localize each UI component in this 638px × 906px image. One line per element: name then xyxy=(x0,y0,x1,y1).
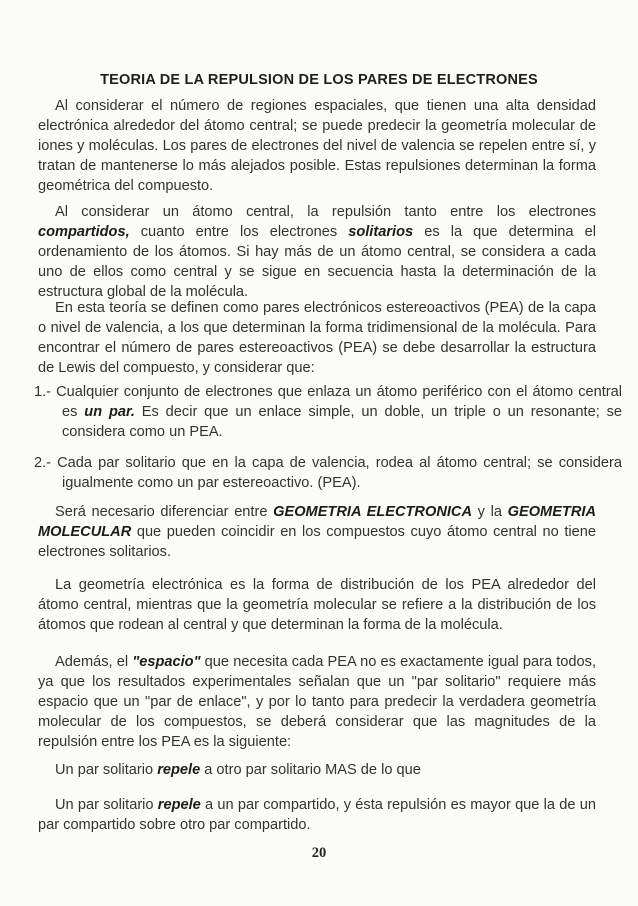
p2-text-c: cuanto entre los electrones xyxy=(129,224,349,240)
list-item-1-number: 1.- xyxy=(34,384,52,400)
term-geometria-electronica: GEOMETRIA ELECTRONICA xyxy=(273,504,472,520)
paragraph-pea-definition: En esta teoría se definen como pares electrónicos estereoactivos (PEA) de la capa o nivel de valencia, a los que determinan la forma tridimensional de la molécula. Para encontrar el número de pares estereoactivos (PEA) se debe desarrollar la estructura de Lewis del compuesto, y considerar que: xyxy=(38,300,596,376)
item1-text-a: Cualquier conjunto de electrones que enlaza un átomo periférico con el átomo central es xyxy=(56,384,622,420)
paragraph-geometry-types xyxy=(38,502,596,562)
list-item-2-number: 2.- xyxy=(34,455,52,471)
p6-text-c: que necesita cada PEA no es exactamente igual para todos, ya que los resultados experimentales señalan que un "par solitario" requiere más espacio que un "par de enlace", y por lo tanto para predecir la verdadera geometría molecular de los compuestos, se deberá considerar que las magnitudes de la repulsión entre los PEA es la siguiente: xyxy=(38,654,597,750)
term-un-par: un par. xyxy=(84,404,135,420)
p4-text-e: que pueden coincidir en los compuestos cuyo átomo central no tiene electrones solitarios. xyxy=(38,524,596,560)
page-number: 20 xyxy=(311,845,327,861)
item2-text: Cada par solitario que en la capa de valencia, rodea al átomo central; se considera igualmente como un par estereoactivo. (PEA). xyxy=(57,455,622,491)
paragraph-repulsion-rule-2 xyxy=(38,795,596,835)
p2-text-a: Al considerar un átomo central, la repulsión tanto entre los electrones xyxy=(55,204,596,220)
p4-text-a: Será necesario diferenciar entre xyxy=(55,504,274,520)
p6-text-a: Además, el xyxy=(55,654,133,670)
item1-text-c: Es decir que un enlace simple, un doble, un triple o un resonante; se considera como un PEA. xyxy=(62,404,623,440)
p2-text-e: es la que determina el ordenamiento de los átomos. Si hay más de un átomo central, se considera a cada uno de ellos como central y se sigue en secuencia hasta la determinación de la estructura global de la molécula. xyxy=(38,224,596,300)
paragraph-repulsion-rule-1 xyxy=(38,760,596,780)
term-compartidos: compartidos, xyxy=(38,224,130,240)
term-repele-1: repele xyxy=(157,762,201,778)
page-title: TEORIA DE LA REPULSION DE LOS PARES DE ELECTRONES xyxy=(100,72,538,88)
paragraph-electronic-geometry: La geometría electrónica es la forma de distribución de los PEA alrededor del átomo central, mientras que la geometría molecular se refiere a la distribución de los átomos que rodean al central y que determinan la forma de la molécula. xyxy=(38,577,596,633)
term-repele-2: repele xyxy=(157,797,201,813)
paragraph-space xyxy=(38,652,596,752)
p7-text-c: a otro par solitario MAS de lo que xyxy=(200,762,421,778)
p7-text-a: Un par solitario xyxy=(55,762,158,778)
term-solitarios: solitarios xyxy=(348,224,414,240)
paragraph-intro: Al considerar el número de regiones espaciales, que tienen una alta densidad electrónica alrededor del átomo central; se puede predecir la geometría molecular de iones y moléculas. Los pares de electrones del nivel de valencia se repelen entre sí, y tratan de mantenerse lo más alejados posible. Estas repulsiones determinan la forma geométrica del compuesto. xyxy=(38,98,596,194)
p8-text-a: Un par solitario xyxy=(55,797,158,813)
p8-text-c: a un par compartido, y ésta repulsión es mayor que la de un par compartido sobre otro par compartido. xyxy=(38,797,596,833)
term-geometria-molecular: GEOMETRIA MOLECULAR xyxy=(38,504,596,540)
list-item-1 xyxy=(34,382,622,442)
term-espacio: "espacio" xyxy=(132,654,201,670)
list-item-2 xyxy=(34,453,622,493)
paragraph-central-atom xyxy=(38,202,596,302)
p4-text-c: y la xyxy=(472,504,508,520)
